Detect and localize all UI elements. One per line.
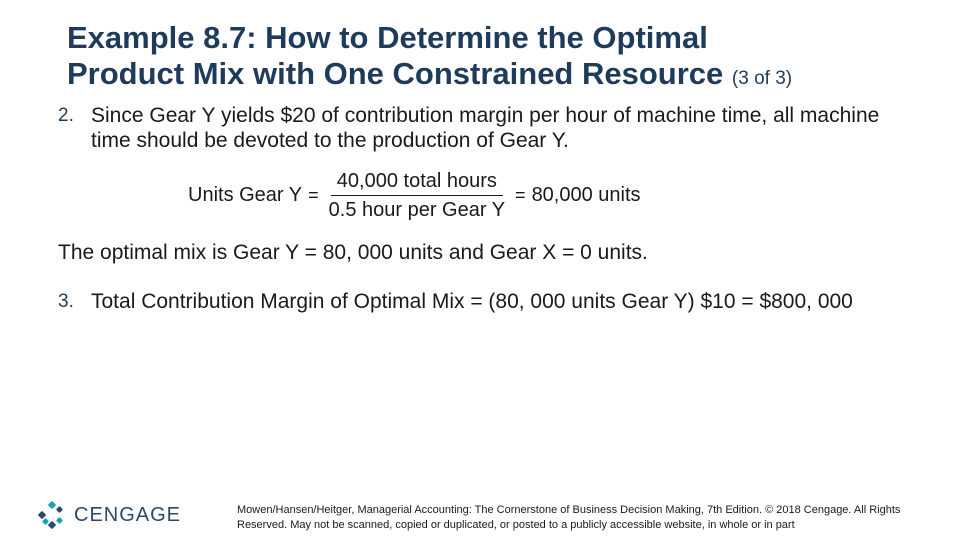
equation-numerator: 40,000 total hours: [331, 169, 503, 196]
equation-denominator: 0.5 hour per Gear Y: [328, 198, 506, 221]
equation-fraction: [325, 169, 509, 222]
title-line-1: Example 8.7: How to Determine the Optimal: [67, 20, 708, 55]
list-text-3: Total Contribution Margin of Optimal Mix = (80, 000 units Gear Y) $10 = $800, 000: [91, 290, 853, 313]
cengage-logo: [38, 500, 181, 530]
slide-title: [67, 20, 947, 97]
list-number-3: 3.: [58, 291, 74, 312]
equation-equals-1: =: [308, 184, 319, 205]
equation-equals-2: =: [515, 184, 526, 205]
title-line-2-text: Product Mix with One Constrained Resource: [67, 56, 724, 91]
equation-lhs: Units Gear Y: [188, 183, 303, 206]
title-suffix: (3 of 3): [731, 68, 793, 89]
logo-mark: [38, 501, 63, 529]
units-equation: [188, 168, 641, 222]
cengage-logo-icon: [38, 501, 66, 529]
list-item-2: [58, 103, 918, 153]
list-text-2: Since Gear Y yields $20 of contribution margin per hour of machine time, all machine time should be devoted to the production of Gear Y.: [91, 104, 880, 152]
copyright-note: Mowen/Hansen/Heitger, Managerial Accounting: The Cornerstone of Business Decision Making, 7th Edition. © 2018 Cengage. All Rights Reserved. May not be scanned, copied or duplicated, or posted to a publicly accessible website, in whole or in part: [237, 504, 901, 531]
equation-result: 80,000 units: [531, 183, 641, 206]
title-line-2: [67, 56, 947, 97]
logo-wordmark: CENGAGE: [74, 503, 182, 526]
list-number-2: 2.: [58, 105, 74, 126]
list-item-3: [58, 289, 958, 314]
optimal-mix-statement: The optimal mix is Gear Y = 80, 000 units and Gear X = 0 units.: [58, 241, 648, 264]
